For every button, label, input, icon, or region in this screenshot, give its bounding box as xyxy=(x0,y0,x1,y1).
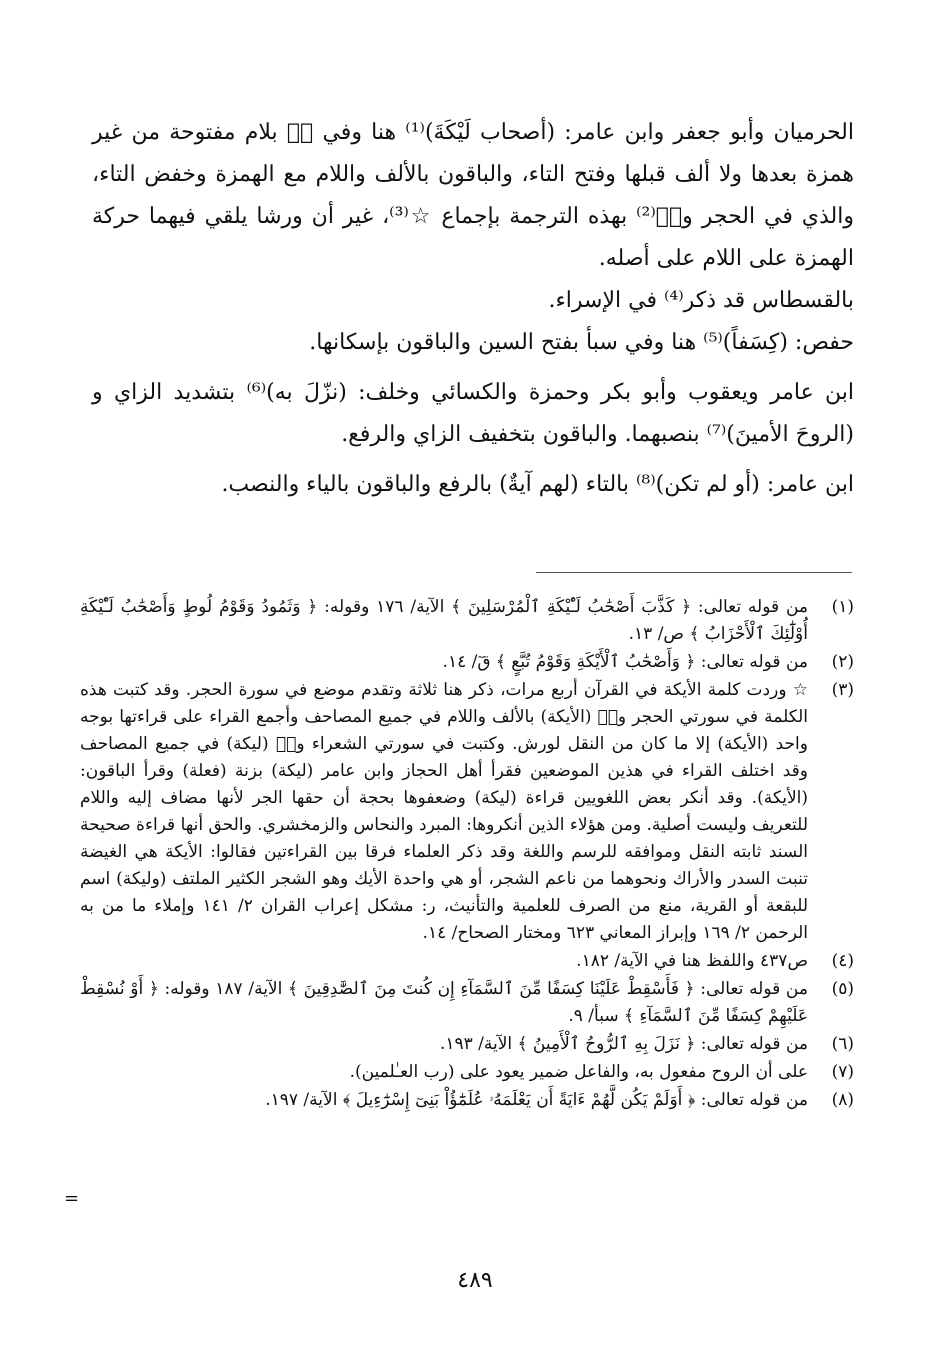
footnote-number: (٣) xyxy=(831,680,854,700)
footnote-number: (١) xyxy=(831,597,854,617)
footnote-text: من قوله تعالى: ﴿ نَزَلَ بِهِ ٱلرُّوحُ ٱلْأَمِينُ ﴾ الآية/ ١٩٣. xyxy=(439,1034,808,1054)
main-paragraph: ابن عامر ويعقوب وأبو بكر وحمزة والكسائي وخلف: (نزّلَ به)⁽⁶⁾ بتشديد الزاي و (الروحَ الأمينَ)⁽⁷⁾ بنصبهما. والباقون بتخفيف الزاي والرفع. xyxy=(92,380,854,447)
footnote xyxy=(80,1087,854,1114)
footnote-number: (٦) xyxy=(831,1034,854,1054)
main-paragraph: الحرميان وأبو جعفر وابن عامر: (أصحاب لَيْكَةَ)⁽¹⁾ هنا وفي صۤ بلام مفتوحة من غير همزة بعدها ولا ألف قبلها وفتح التاء، والباقون بالألف واللام مع الهمزة وخفض التاء، والذي في الحجر وقۤ⁽²⁾ بهذه الترجمة بإجماع ☆⁽³⁾، غير أن ورشا يلقي فيهما حركة الهمزة على اللام على أصله. xyxy=(92,120,854,271)
margin-mark: = xyxy=(64,1188,80,1209)
footnote-text: من قوله تعالى: ﴿ فَأَسْقِطْ عَلَيْنَا كِسَفًا مِّنَ ٱلسَّمَآءِ إِن كُنتَ مِنَ ٱلصَّٰدِقِينَ ﴾ الآية/ ١٨٧ وقوله: ﴿ أَوْ نُسْقِطْ عَلَيْهِمْ كِسَفًا مِّنَ ٱلسَّمَآءِ ﴾ سبأ/ ٩. xyxy=(80,979,808,1026)
footnote-text: ص٤٣٧ واللفظ هنا في الآية/ ١٨٢. xyxy=(576,951,808,971)
main-paragraph: ابن عامر: (أو لم تكن)⁽⁸⁾ بالتاء (لهم آيةٌ) بالرفع والباقون بالياء والنصب. xyxy=(221,472,854,497)
main-text xyxy=(92,112,854,506)
footnote-text: ☆ وردت كلمة الأيكة في القرآن أربع مرات، ذكر هنا ثلاثة وتقدم موضع في سورة الحجر. وقد كتبت هذه الكلمة في سورتي الحجر وقۤ (الأيكة) بالألف واللام في جميع المصاحف وأجمع القراء على قراءتها بوجه واحد (الأيكة) إلا ما كان من النقل لورش. وكتبت في سورتي الشعراء وصۤ (ليكة) في جميع المصاحف وقد اختلف القراء في هذين الموضعين فقرأ أهل الحجاز وابن عامر (ليكة) بزنة (فعلة) وقرأ الباقون: (الأيكة). وقد أنكر بعض اللغويين قراءة (ليكة) وضعفوها بحجة أن حقها الجر لأنها مضاف إليه واللام للتعريف وليست أصلية. ومن هؤلاء الذين أنكروها: المبرد والنحاس والزمخشري. والحق أنها قراءة صحيحة السند ثابته النقل وموافقه للرسم واللغة وقد ذكر العلماء فرقا بين القراءتين فقالوا: الأيكة هي الغيضة تنبت السدر والأراك ونحوهما من ناعم الشجر، أو هي واحدة الأيك وهو الشجر الكثير الملتف (وليكة) اسم للبقعة أو القرية، منع من الصرف للعلمية والتأنيث، ر: مشكل إعراب القران ٢/ ١٤١ وإملاء ما من به الرحمن ٢/ ١٦٩ وإبراز المعاني ٦٢٣ ومختار الصحاح/ ١٤. xyxy=(80,680,808,943)
footnote-text: من قوله تعالى: ﴿ أَوَلَمْ يَكُن لَّهُمْ ءَايَةً أَن يَعْلَمَهُۥ عُلَمَٰٓؤُاْ بَنِىٓ إِسْرَٰٓءِيلَ ﴾ الآية/ ١٩٧. xyxy=(265,1090,808,1110)
footnote xyxy=(80,1059,854,1086)
page-number: ٤٨٩ xyxy=(457,1268,493,1293)
footnote xyxy=(80,976,854,1030)
footnote xyxy=(80,649,854,676)
main-paragraph: بالقسطاس قد ذكر⁽⁴⁾ في الإسراء. xyxy=(548,288,854,313)
footnote-text: من قوله تعالى: ﴿ كَذَّبَ أَصْحَٰبُ لَـْٔيْكَةِ ٱلْمُرْسَلِينَ ﴾ الآية/ ١٧٦ وقوله: ﴿ وَثَمُودُ وَقَوْمُ لُوطٍ وَأَصْحَٰبُ لَـْٔيْكَةِ أُوْلَٰٓئِكَ ٱلْأَحْزَابُ ﴾ ص/ ١٣. xyxy=(80,597,809,644)
footnote-number: (٧) xyxy=(831,1062,854,1082)
footnote-text: على أن الروح مفعول به، والفاعل ضمير يعود على (رب العـٰلمين). xyxy=(349,1062,808,1082)
footnote-number: (٤) xyxy=(831,951,854,971)
footnote-number: (٨) xyxy=(831,1090,854,1110)
footnote xyxy=(80,594,854,648)
footnote-number: (٢) xyxy=(831,652,854,672)
footnote xyxy=(80,677,854,947)
main-paragraph: حفص: (كِسَفاً)⁽⁵⁾ هنا وفي سبأ بفتح السين والباقون بإسكانها. xyxy=(309,330,854,355)
footnote xyxy=(80,948,854,975)
footnote-separator xyxy=(536,572,852,573)
footnote-text: من قوله تعالى: ﴿ وَأَصْحَٰبُ ٱلْأَيْكَةِ وَقَوْمُ تُبَّعٍ ﴾ قٓ/ ١٤. xyxy=(442,652,808,672)
footnote-number: (٥) xyxy=(831,979,854,999)
footnotes xyxy=(80,594,854,1115)
footnote xyxy=(80,1031,854,1058)
